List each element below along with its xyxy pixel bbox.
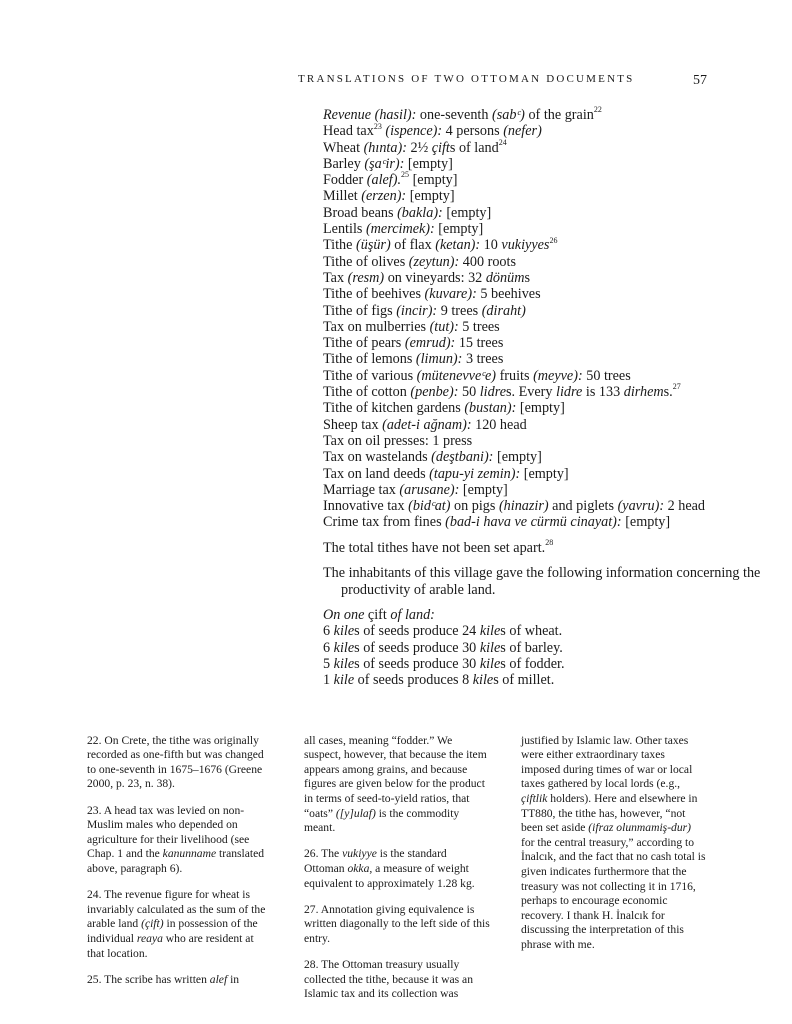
term: dirhem [623, 384, 664, 401]
term: (meyve): [533, 367, 583, 384]
ledger-line [323, 254, 763, 270]
term: (deştbani): [431, 449, 494, 466]
ledger-line [323, 107, 763, 123]
note-term: çiftlik [521, 791, 548, 805]
line-text: 1 [323, 672, 334, 689]
term: (alef). [366, 172, 402, 189]
line-text: Wheat [323, 139, 364, 156]
line-text: s of wheat. [500, 623, 563, 640]
line-text: [empty] [409, 172, 458, 189]
inhabitants-paragraph: The inhabitants of this village gave the following information concerning the productivity of arable land. [323, 565, 761, 598]
ledger-line [323, 498, 763, 514]
line-text: [empty] [493, 449, 542, 466]
footnote [304, 903, 490, 947]
note-text: all cases, meaning “fodder.” We suspect, however, that because the item appears among grains, and because figures are given below for the product in terms of seed-to-yield ratios, that “oats” [304, 733, 487, 820]
line-text: 4 persons [442, 123, 504, 140]
ledger-line [323, 303, 763, 319]
line-text: Tithe of lemons [323, 351, 416, 368]
ledger-line [323, 514, 763, 530]
line-text: Tithe of cotton [323, 384, 411, 401]
term: (mütenevveᶜe) [416, 367, 497, 384]
line-text: 6 [323, 639, 334, 656]
ledger-line [323, 286, 763, 302]
line-text: Tax [323, 269, 348, 286]
ledger-line [323, 449, 763, 465]
term: (emrud): [404, 335, 456, 352]
term: (penbe): [410, 384, 459, 401]
line-text: is 133 [582, 384, 624, 401]
page-number: 57 [693, 73, 707, 88]
note-text: is the commodity meant. [304, 806, 460, 835]
line-text: and piglets [548, 498, 618, 515]
ledger-line [323, 137, 763, 156]
footnote-ref: 27 [672, 382, 681, 392]
term: (sabᶜ) [492, 107, 525, 123]
line-text: s. [663, 384, 673, 401]
ledger-line [323, 368, 763, 384]
footnote [87, 804, 273, 877]
line-text: 50 trees [582, 367, 631, 384]
line-text: 5 [323, 655, 334, 672]
footnote [87, 973, 273, 988]
note-term: okka, [347, 861, 373, 875]
ledger-line [323, 319, 763, 335]
footnote [304, 734, 490, 836]
line-text: 5 beehives [476, 286, 541, 303]
line-text: 2½ [406, 139, 432, 156]
note-text: 26. The [304, 847, 343, 861]
term: (adet-i ağnam): [382, 416, 472, 433]
line-text: Barley [323, 155, 365, 172]
yield-list [323, 623, 763, 688]
term: (bustan): [464, 400, 517, 417]
note-term: (ifraz olunmamiş-dur) [588, 821, 692, 835]
term: kile [479, 623, 501, 640]
line-text: of seeds produces 8 [354, 672, 473, 689]
note-text: in [227, 972, 240, 986]
line-text: 3 trees [462, 351, 504, 368]
line-text: [empty] [442, 204, 492, 221]
note-text: 23. A head tax was levied on non-Muslim males who depended on agriculture for their livelihood (see Chap. 1 and the [87, 803, 250, 861]
line-text: Innovative tax [323, 498, 409, 515]
footnote-column-1 [87, 722, 273, 1013]
note-text: 28. The Ottoman treasury usually collected the tithe, because it was an Islamic tax and its collection was [304, 958, 474, 1001]
term: dönüm [485, 269, 525, 286]
footnote-ref: 24 [498, 137, 507, 147]
line-text: one-seventh [416, 107, 493, 123]
footnote-ref: 23 [373, 121, 382, 131]
term: kile [479, 655, 501, 672]
line-text: Tithe of beehives [323, 286, 425, 303]
line-text: Lentils [323, 221, 366, 238]
line-text: Marriage tax [323, 481, 400, 498]
ledger-line [323, 205, 763, 221]
note-term: (çift) [141, 917, 164, 931]
footnote-ref: 22 [593, 105, 602, 115]
term: (tapu-yi zemin): [429, 465, 521, 482]
main-text [323, 107, 763, 689]
term: kile [472, 672, 494, 689]
footnote [87, 734, 273, 792]
term: (bakla): [397, 204, 443, 221]
line-text: Tithe of olives [323, 253, 409, 270]
note-text: 22. On Crete, the tithe was originally recorded as one-fifth but was changed to one-seventh in 1675–1676 (Greene 2000, p. 23, n. 38). [87, 733, 264, 791]
term: vukiyyes [501, 237, 550, 254]
yield-line [323, 640, 763, 656]
ledger-line [323, 335, 763, 351]
line-text: [empty] [459, 481, 508, 498]
term: lidre [479, 384, 506, 401]
term: (şaᶜir): [364, 155, 405, 172]
yield-line [323, 672, 763, 688]
note-text: 27. Annotation giving equivalence is written diagonally to the left side of this entry. [304, 902, 490, 945]
term: (incir): [396, 302, 438, 319]
note-term: reaya [136, 931, 163, 945]
line-text: 6 [323, 623, 334, 640]
footnote-column-2 [304, 722, 490, 1013]
line-text: Tithe of figs [323, 302, 397, 319]
line-text: Tithe [323, 237, 356, 254]
term: (erzen): [361, 188, 407, 205]
line-text: Tax on mulberries [323, 318, 430, 335]
line-text: Crime tax from fines [323, 514, 446, 531]
term: (zeytun): [408, 253, 460, 270]
footnote [521, 734, 707, 953]
note-text: justified by Islamic law. Other taxes were either extraordinary taxes imposed during times of war or local taxes gathered by local lords (e.g., [521, 733, 693, 791]
line-text: Fodder [323, 172, 367, 189]
term: (diraht) [481, 302, 526, 319]
term: (limun): [415, 351, 463, 368]
line-text: fruits [496, 367, 534, 384]
term: lidre [556, 384, 583, 401]
line-text: s of land [449, 139, 499, 156]
term: (mercimek): [365, 221, 435, 238]
line-text: [empty] [406, 188, 455, 205]
line-text: Tax on wastelands [323, 449, 432, 466]
yield-heading: On one çift of land: [323, 607, 435, 624]
line-text: 10 [480, 237, 502, 254]
line-text: 9 trees [437, 302, 482, 319]
total-note: The total tithes have not been set apart.$^{28}$ [323, 537, 554, 556]
term: (hınta): [363, 139, 407, 156]
ledger-line [323, 188, 763, 204]
footnote [87, 888, 273, 961]
term: kile [333, 623, 355, 640]
term: (bad-i hava ve cürmü cinayat): [445, 514, 622, 531]
ledger-line [323, 221, 763, 237]
line-text: s of millet. [493, 672, 555, 689]
line-text: Sheep tax [323, 416, 383, 433]
line-text: [empty] [434, 221, 484, 238]
note-text: who are resident at that location. [87, 931, 254, 960]
ledger-line [323, 270, 763, 286]
note-text: translated above, paragraph 6). [87, 847, 265, 875]
line-text: s of barley. [500, 639, 563, 656]
term: (ispence): [381, 123, 443, 140]
line-text: s of seeds produce 24 [354, 623, 480, 640]
term: (resm) [347, 269, 385, 286]
ledger-line [323, 351, 763, 367]
term: Revenue (hasil): [323, 107, 417, 123]
note-text: for the central treasury,” according to İnalcık, and the fact that no cash total is given indicates furthermore that the treasury was not collecting it in 1716, perhaps to encourage economic recovery. I thank H. İnalcık for discussing the interpretation of this phrase with me. [521, 835, 706, 951]
ledger-line [323, 172, 763, 188]
note-text: holders). Here and elsewhere in TT880, the tithe has, however, “not been set aside [521, 791, 698, 835]
line-text: Tax on oil presses: 1 press [323, 432, 473, 449]
line-text: Tithe of pears [323, 335, 405, 352]
line-text: Millet [323, 188, 362, 205]
ledger-line [323, 466, 763, 482]
line-text: Tax on land deeds [323, 465, 430, 482]
note-term: kanunname [162, 847, 217, 861]
ledger-line [323, 237, 763, 253]
footnote-column-3 [521, 722, 707, 1013]
line-text: [empty] [621, 514, 671, 531]
term: (hinazir) [498, 498, 549, 515]
term: kile [479, 639, 501, 656]
ledger-line [323, 123, 763, 139]
line-text: 2 head [664, 498, 706, 515]
ledger-line [323, 433, 763, 449]
line-text: 400 roots [459, 253, 516, 270]
note-term: ([y]ulaf) [335, 806, 376, 820]
line-text: [empty] [516, 400, 565, 417]
footnote [304, 958, 490, 1002]
note-term: alef [209, 972, 228, 986]
yield-line [323, 656, 763, 672]
term: kile [333, 655, 355, 672]
line-text: of the grain [524, 107, 594, 123]
line-text: on pigs [450, 498, 499, 515]
running-head: TRANSLATIONS OF TWO OTTOMAN DOCUMENTS [298, 73, 635, 85]
line-text: s [524, 269, 530, 286]
term: (bidᶜat) [408, 498, 451, 515]
term: (ketan): [435, 237, 481, 254]
footnotes [87, 722, 707, 1013]
term: (üşür) [356, 237, 391, 254]
term: (arusane): [399, 481, 460, 498]
note-text: 24. The revenue figure for wheat is invariably calculated as the sum of the arable land [87, 888, 266, 931]
line-text: s of fodder. [500, 655, 565, 672]
line-text: s of seeds produce 30 [354, 639, 480, 656]
line-text: [empty] [404, 155, 453, 172]
note-text: is the standard Ottoman [304, 847, 447, 875]
term: kile [333, 639, 355, 656]
footnote-ref: 25 [401, 170, 410, 180]
line-text: Tithe of kitchen gardens [323, 400, 465, 417]
term: çift [431, 139, 450, 156]
term: (nefer) [503, 123, 542, 140]
line-text: 120 head [471, 416, 527, 433]
ledger-line [323, 384, 763, 400]
footnote [304, 847, 490, 891]
ledger-line [323, 156, 763, 172]
note-term: vukiyye [342, 847, 377, 861]
ledger-line [323, 400, 763, 416]
note-text: in possession of the individual [87, 917, 258, 945]
line-text: s of seeds produce 30 [354, 655, 480, 672]
line-text: 50 [458, 384, 480, 401]
term: (yavru): [617, 498, 665, 515]
yield-line [323, 623, 763, 639]
term: kile [333, 672, 355, 689]
line-text: Tithe of various [323, 367, 417, 384]
ledger-line [323, 482, 763, 498]
line-text: 5 trees [458, 318, 500, 335]
line-text: 15 trees [455, 335, 504, 352]
line-text: Broad beans [323, 204, 398, 221]
line-text: on vineyards: 32 [384, 269, 486, 286]
term: (kuvare): [424, 286, 477, 303]
line-text: s. Every [506, 384, 557, 401]
line-text: [empty] [520, 465, 569, 482]
term: (tut): [429, 318, 459, 335]
line-text: of flax [390, 237, 436, 254]
footnote-ref: 26 [549, 235, 558, 245]
note-text: a measure of weight equivalent to approximately 1.28 kg. [304, 861, 475, 890]
ledger-list [323, 107, 763, 531]
note-text: 25. The scribe has written [87, 972, 210, 986]
line-text: Head tax [323, 123, 374, 140]
ledger-line [323, 417, 763, 433]
